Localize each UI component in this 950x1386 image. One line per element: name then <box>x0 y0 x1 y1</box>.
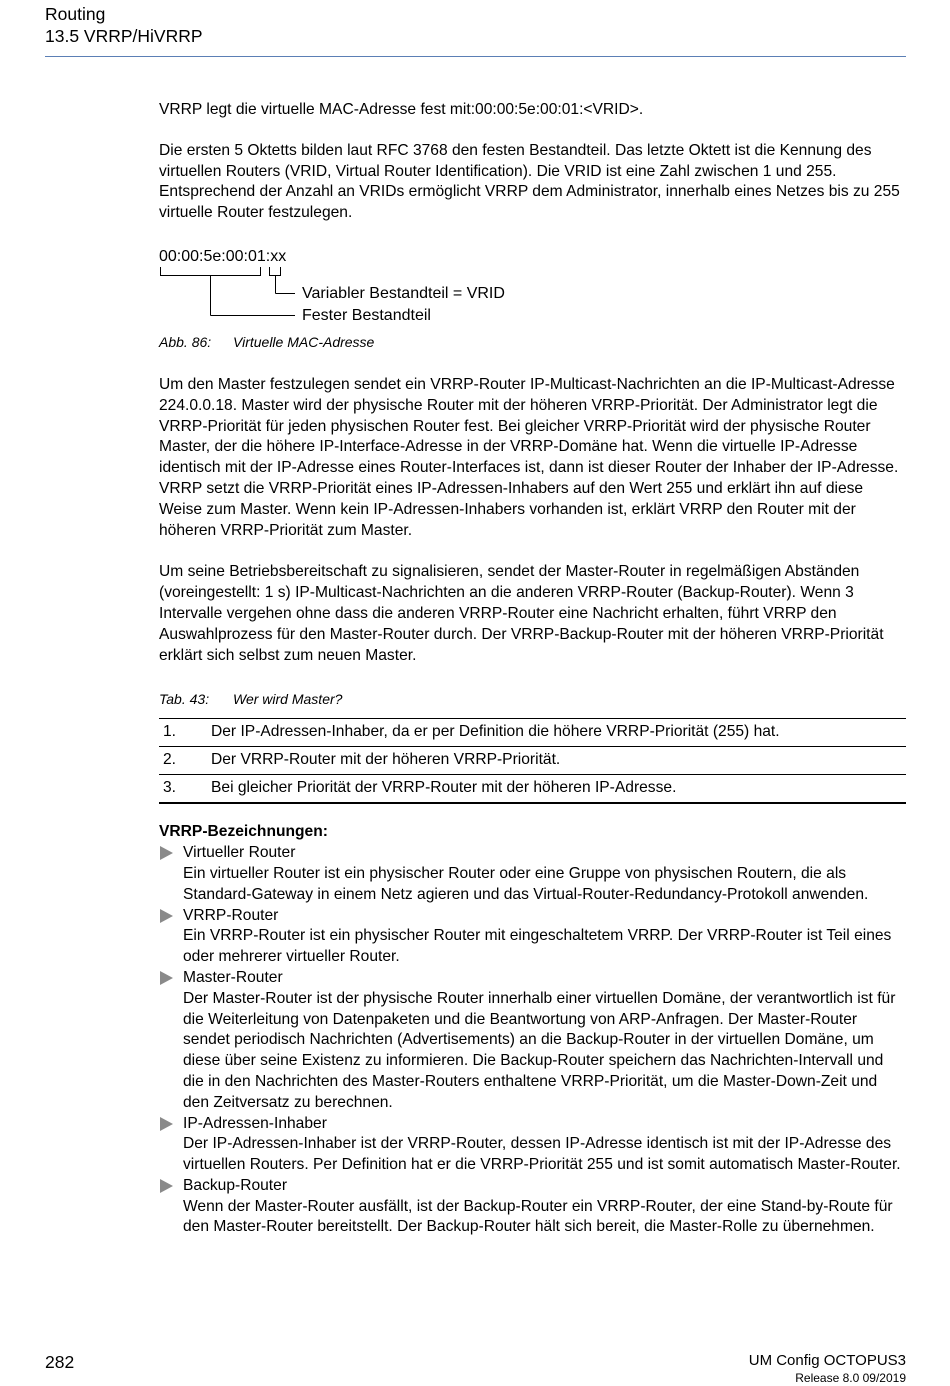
page-header <box>45 3 203 47</box>
term-title: Master-Router <box>183 968 283 986</box>
triangle-right-icon <box>160 1179 173 1193</box>
paragraph-master-election: Um den Master festzulegen sendet ein VRRP-Router IP-Multicast-Nachrichten an die IP-Multicast-Adresse 224.0.0.18. Master wird der physische Router mit der höheren VRRP-Priorität. Der Administrator legt die VRRP-Priorität für jeden physischen Router fest. Bei gleicher VRRP-Priorität wird der physische Router Master, der die höhere IP-Interface-Adresse in der VRRP-Domäne hat. Wenn die virtuelle IP-Adresse identisch mit der IP-Adresse eines Router-Interfaces ist, dann ist dieser Router der Inhaber der IP-Adresse. VRRP setzt die VRRP-Priorität eines IP-Adressen-Inhabers auf den Wert 255 und erklärt ihn auf diese Weise zum Master. Wenn kein IP-Adressen-Inhabers vorhanden ist, erklärt VRRP den Router mit der höheren VRRP-Priorität zum Master. <box>159 375 899 539</box>
term-title: Backup-Router <box>183 1176 288 1194</box>
term-title: Virtueller Router <box>183 844 296 862</box>
term-title: VRRP-Router <box>183 906 279 924</box>
term-description: Der Master-Router ist der physische Router innerhalb einer virtuellen Domäne, der verantwortlich ist für die Weiterleitung von Datenpaketen und die Beantwortung von ARP-Anfragen. Der Master-Router sendet periodisch Nachrichten (Advertisements) an die Backup-Router in der virtuellen Domäne, um diese über seine Existenz zu informieren. Die Backup-Router speichern das Nachrichten-Intervall und die in den Nachrichten des Master-Routers enthaltene VRRP-Priorität, um die Master-Down-Zeit und den Zeitversatz zu berechnen. <box>183 989 896 1111</box>
row-text: Bei gleicher Priorität der VRRP-Router mit der höheren IP-Adresse. <box>211 779 677 797</box>
table-row <box>159 747 906 775</box>
figure-caption-number: Abb. 86: <box>159 333 212 350</box>
term-virtual-router <box>159 843 907 905</box>
table-caption-number: Tab. 43: <box>159 691 210 708</box>
triangle-right-icon <box>160 1117 173 1131</box>
header-rule <box>45 56 906 57</box>
paragraph-octets: Die ersten 5 Oktetts bilden laut RFC 3768 den festen Bestandteil. Das letzte Oktett ist die Kennung des virtuellen Routers (VRID, Virtual Router Identification). Die VRID ist eine Zahl zwischen 1 und 255. Entsprechend der Anzahl an VRIDs ermöglicht VRRP dem Administrator, innerhalb eines Netzes bis zu 255 virtuelle Router festzulegen. <box>159 141 900 222</box>
footer-doc-title: UM Config OCTOPUS3 <box>748 1352 906 1369</box>
label-fixed-part: Fester Bestandteil <box>302 306 431 324</box>
figure-mac-address <box>159 247 907 367</box>
header-section: 13.5 VRRP/HiVRRP <box>45 26 203 46</box>
label-variable-part: Variabler Bestandteil = VRID <box>302 284 505 302</box>
figure-caption-text: Virtuelle MAC-Adresse <box>233 333 375 350</box>
term-title: IP-Adressen-Inhaber <box>183 1114 327 1132</box>
row-number: 2. <box>163 751 177 769</box>
figure-caption <box>159 333 374 351</box>
term-vrrp-router <box>159 906 907 968</box>
master-table <box>159 718 906 804</box>
row-text: Der VRRP-Router mit der höheren VRRP-Priorität. <box>211 751 561 769</box>
term-backup-router <box>159 1176 907 1238</box>
table-row <box>159 775 906 804</box>
term-description: Der IP-Adressen-Inhaber ist der VRRP-Router, dessen IP-Adresse identisch ist mit der IP-Adresse des virtuellen Routers. Per Definition hat er die VRRP-Priorität 255 und ist somit automatisch Master-Router. <box>183 1135 901 1174</box>
table-caption-text: Wer wird Master? <box>233 691 343 708</box>
footer-doc-info <box>749 1352 906 1386</box>
mac-address-pattern: 00:00:5e:00:01:xx <box>159 247 287 265</box>
row-number: 1. <box>163 723 177 741</box>
row-text: Der IP-Adressen-Inhaber, da er per Definition die höhere VRRP-Priorität (255) hat. <box>211 723 780 741</box>
term-description: Wenn der Master-Router ausfällt, ist der Backup-Router ein VRRP-Router, der eine Stand-by-Route für den Master-Router bereitstellt. Der Backup-Router hält sich bereit, die Master-Rolle zu übernehmen. <box>183 1197 893 1236</box>
paragraph-advertisement: Um seine Betriebsbereitschaft zu signalisieren, sendet der Master-Router in regelmäßigen Abständen (voreingestellt: 1 s) IP-Multicast-Nachrichten an die anderen VRRP-Router (Backup-Router). Wenn 3 Intervalle vergehen ohne dass die anderen VRRP-Router eine Nachricht erhalten, führt VRRP den Auswahlprozess für den Master-Router durch. Der VRRP-Backup-Router mit der höheren VRRP-Priorität erklärt sich selbst zum neuen Master. <box>159 563 884 664</box>
term-description: Ein virtueller Router ist ein physischer Router oder eine Gruppe von physischen Routern, die als Standard-Gateway in einem Netz agieren und das Virtual-Router-Redundancy-Protokoll anwenden. <box>183 864 869 903</box>
table-caption <box>159 690 907 708</box>
terms-heading: VRRP-Bezeichnungen: <box>159 823 328 841</box>
term-description: Ein VRRP-Router ist ein physischer Router mit eingeschaltetem VRRP. Der VRRP-Router ist Teil eines oder mehrerer virtueller Router. <box>183 927 892 966</box>
table-row <box>159 719 906 747</box>
page-number: 282 <box>45 1352 75 1372</box>
header-chapter: Routing <box>45 4 106 24</box>
paragraph-vmac: VRRP legt die virtuelle MAC-Adresse fest mit:00:00:5e:00:01:<VRID>. <box>159 101 644 118</box>
row-number: 3. <box>163 779 177 797</box>
triangle-right-icon <box>160 971 173 985</box>
triangle-right-icon <box>160 909 173 923</box>
main-content <box>159 100 907 1238</box>
term-master-router <box>159 968 907 1114</box>
term-ip-address-owner <box>159 1114 907 1176</box>
footer-release: Release 8.0 09/2019 <box>795 1371 906 1385</box>
triangle-right-icon <box>160 846 173 860</box>
